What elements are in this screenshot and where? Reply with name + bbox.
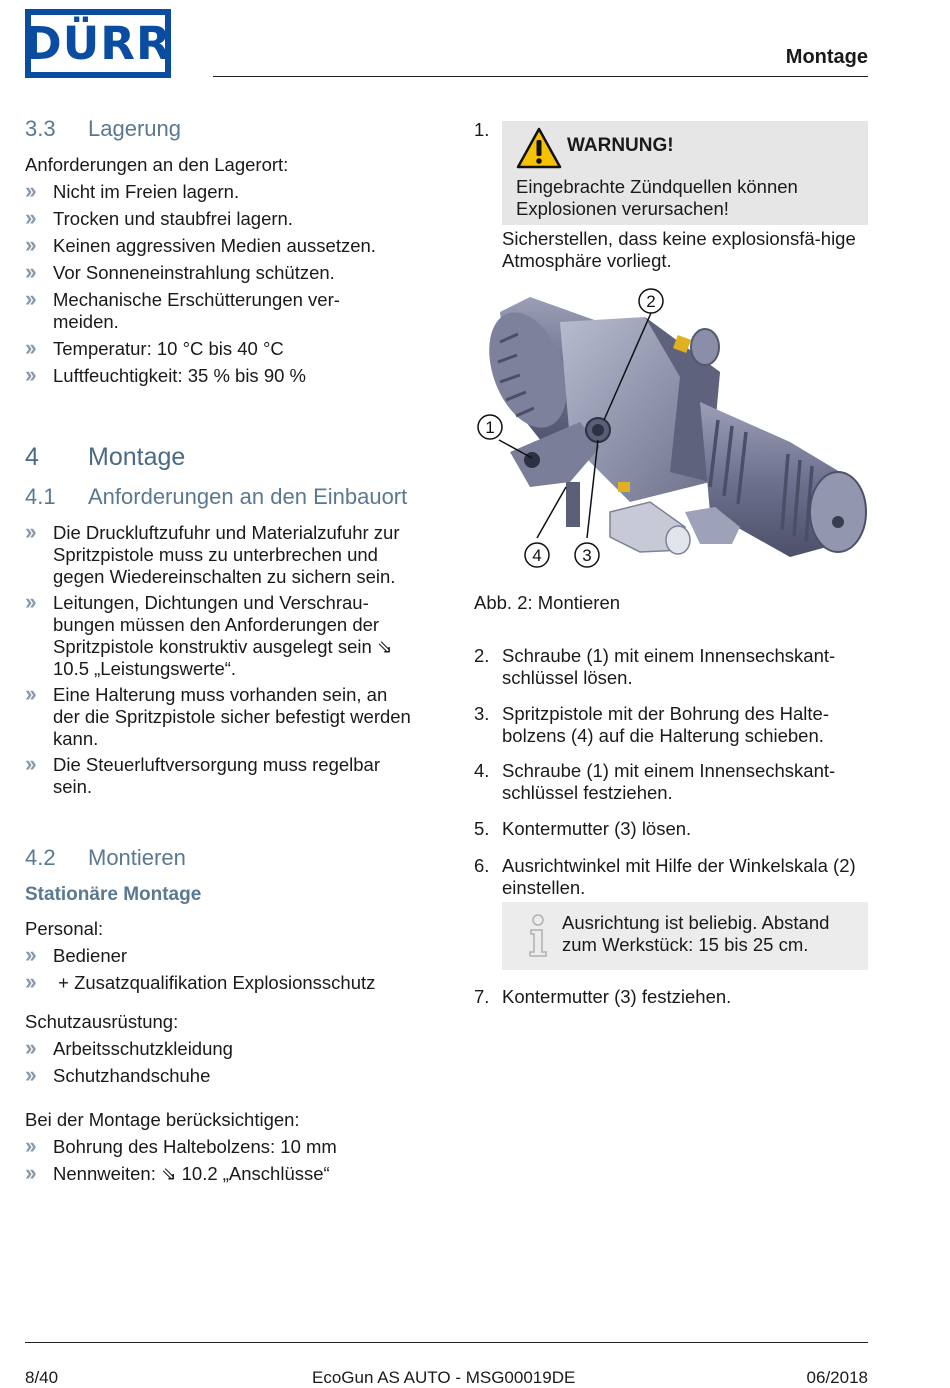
double-chevron-icon: ›› (25, 205, 34, 230)
warning-title: WARNUNG! (567, 135, 674, 156)
callout-4 (525, 543, 549, 567)
montage-label: Bei der Montage berücksichtigen: (25, 1109, 300, 1130)
list-item: ›› Nicht im Freien lagern. (25, 178, 240, 203)
duerr-logo (25, 9, 171, 78)
list-item: ›› Temperatur: 10 °C bis 40 °C (25, 335, 284, 360)
step-3 (474, 703, 868, 749)
step-number: 3. (474, 703, 490, 724)
step-text: Spritzpistole mit der Bohrung des Halte-bolzens (4) auf die Halterung schieben. (502, 703, 829, 746)
double-chevron-icon: ›› (25, 178, 34, 203)
header-rule (213, 76, 868, 77)
header-section-title: Montage (785, 46, 868, 68)
list-item: ›› Bohrung des Haltebolzens: 10 mm (25, 1133, 337, 1158)
section-number: 4.2 (25, 845, 56, 870)
info-box (502, 902, 868, 970)
section-number: 3.3 (25, 116, 56, 141)
double-chevron-icon: ›› (25, 519, 34, 544)
warning-text: Eingebrachte Zündquellen können Explosionen verursachen! (516, 176, 798, 219)
list-item: ›› Vor Sonneneinstrahlung schützen. (25, 259, 335, 284)
list-item: ›› Eine Halterung muss vorhanden sein, an der die Spritzpistole sicher befestigt werden kann. (25, 681, 411, 749)
schutz-list (25, 1035, 425, 1087)
step-number: 4. (474, 760, 490, 781)
step-2 (474, 645, 868, 691)
section-title: Anforderungen an den Einbauort (88, 484, 408, 509)
step-7 (474, 986, 868, 1010)
list-item: ›› Leitungen, Dichtungen und Verschrau-bungen müssen den Anforderungen der Spritzpistole konstruktiv ausgelegt sein ⇘ 10.5 „Leistungswerte“. (25, 589, 393, 679)
info-icon (526, 914, 550, 958)
section-number: 4 (25, 443, 39, 471)
personal-list (25, 942, 425, 994)
double-chevron-icon: ›› (25, 232, 34, 257)
document-date: 06/2018 (806, 1368, 868, 1387)
step-number: 7. (474, 986, 490, 1007)
list-item: ›› Die Druckluftzufuhr und Materialzufuhr zur Spritzpistole muss zu unterbrechen und gegen Wiedereinschalten zu sichern sein. (25, 519, 400, 587)
double-chevron-icon: ›› (25, 335, 34, 360)
section-4-heading (25, 443, 185, 472)
step-text: Kontermutter (3) lösen. (502, 818, 692, 839)
section-title: Montage (88, 443, 186, 471)
footer-rule (25, 1342, 868, 1343)
einbau-list (25, 519, 413, 798)
list-item: ›› Arbeitsschutzkleidung (25, 1035, 233, 1060)
double-chevron-icon: ›› (25, 942, 34, 967)
step-text: Schraube (1) mit einem Innensechskant-schlüssel lösen. (502, 645, 836, 688)
double-chevron-icon: ›› (25, 1160, 34, 1185)
callout-1 (478, 415, 502, 439)
step-text: Kontermutter (3) festziehen. (502, 986, 732, 1007)
double-chevron-icon: ›› (25, 969, 34, 994)
list-item: ›› Die Steuerluftversorgung muss regelbar sein. (25, 751, 380, 797)
section-3-3-heading (25, 116, 181, 142)
list-item: ›› Luftfeuchtigkeit: 35 % bis 90 % (25, 362, 306, 387)
stationaer-heading: Stationäre Montage (25, 884, 202, 905)
lager-intro: Anforderungen an den Lagerort: (25, 154, 289, 175)
list-item: ›› Trocken und staubfrei lagern. (25, 205, 293, 230)
logo-text: DÜRR (24, 17, 172, 70)
step-text: Schraube (1) mit einem Innensechskant-schlüssel festziehen. (502, 760, 836, 803)
warning-box (502, 121, 868, 225)
list-item: ›› Keinen aggressiven Medien aussetzen. (25, 232, 376, 257)
double-chevron-icon: ›› (25, 1062, 34, 1087)
section-title: Montieren (88, 845, 186, 870)
schutz-label: Schutzausrüstung: (25, 1011, 179, 1032)
step-number: 5. (474, 818, 490, 839)
step-number: 2. (474, 645, 490, 666)
spray-gun-figure (470, 282, 870, 582)
step-1-text: Sicherstellen, dass keine explosionsfä-hige Atmosphäre vorliegt. (502, 228, 856, 271)
section-title: Lagerung (88, 116, 181, 141)
double-chevron-icon: ›› (25, 362, 34, 387)
step-text: Ausrichtwinkel mit Hilfe der Winkelskala (2) einstellen. (502, 855, 856, 898)
svg-text:2: 2 (646, 292, 656, 311)
double-chevron-icon: ›› (25, 1133, 34, 1158)
info-text: Ausrichtung ist beliebig. Abstand zum Werkstück: 15 bis 25 cm. (562, 912, 830, 955)
list-item: ›› Nennweiten: ⇘ 10.2 „Anschlüsse“ (25, 1160, 330, 1185)
double-chevron-icon: ›› (25, 751, 34, 776)
callout-3 (575, 543, 599, 567)
list-item: ›› Mechanische Erschütterungen ver- meiden. (25, 286, 340, 332)
step-4 (474, 760, 868, 806)
double-chevron-icon: ›› (25, 589, 34, 614)
double-chevron-icon: ›› (25, 681, 34, 706)
document-id: EcoGun AS AUTO - MSG00019DE (312, 1368, 576, 1387)
lager-list (25, 178, 425, 387)
section-number: 4.1 (25, 484, 56, 509)
double-chevron-icon: ›› (25, 286, 34, 311)
section-4-2-heading (25, 845, 186, 871)
step-6 (474, 855, 868, 901)
double-chevron-icon: ›› (25, 259, 34, 284)
svg-text:1: 1 (485, 418, 495, 437)
list-item: ›› + Zusatzqualifikation Explosionsschutz (25, 969, 376, 994)
figure-caption: Abb. 2: Montieren (474, 592, 621, 613)
svg-text:3: 3 (582, 546, 592, 565)
list-item: ›› Bediener (25, 942, 128, 967)
warning-triangle-icon (516, 127, 562, 169)
montage-list (25, 1133, 425, 1185)
personal-label: Personal: (25, 918, 104, 939)
step-number: 6. (474, 855, 490, 876)
svg-text:4: 4 (532, 546, 542, 565)
double-chevron-icon: ›› (25, 1035, 34, 1060)
step-5 (474, 818, 868, 842)
step-1-number: 1. (474, 119, 490, 140)
page-number: 8/40 (25, 1368, 59, 1387)
section-4-1-heading (25, 484, 407, 510)
callout-2 (639, 289, 663, 313)
list-item: ›› Schutzhandschuhe (25, 1062, 211, 1087)
